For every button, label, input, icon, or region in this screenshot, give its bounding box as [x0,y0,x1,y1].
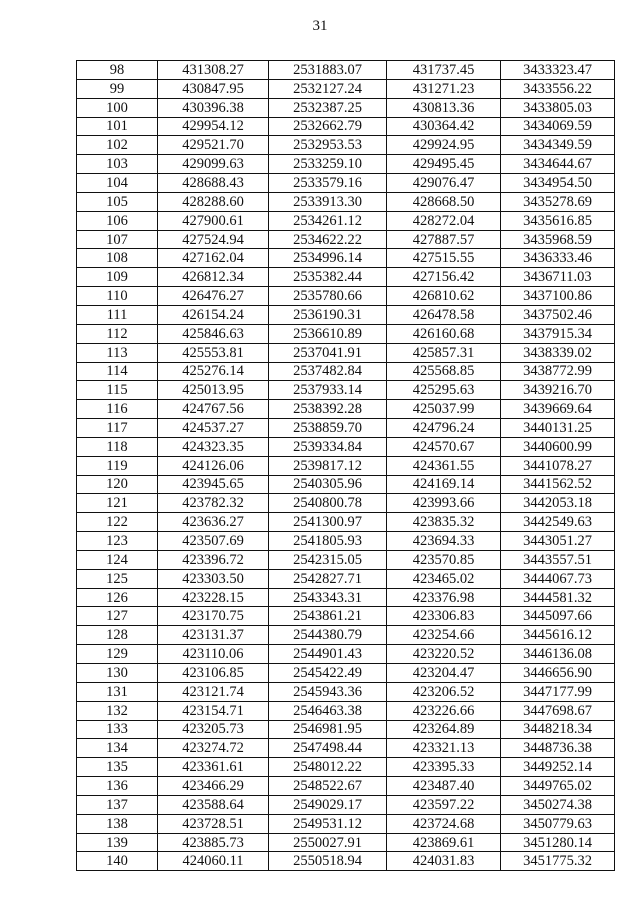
point-number-cell: 112 [77,324,158,343]
y-coordinate-2-cell: 3443557.51 [501,550,615,569]
x-coordinate-1-cell: 423782.32 [158,494,269,513]
point-number-cell: 116 [77,400,158,419]
x-coordinate-2-cell: 425037.99 [387,400,501,419]
y-coordinate-1-cell: 2542315.05 [269,550,387,569]
point-number-cell: 105 [77,192,158,211]
x-coordinate-1-cell: 429521.70 [158,136,269,155]
x-coordinate-2-cell: 426478.58 [387,305,501,324]
x-coordinate-1-cell: 423205.73 [158,720,269,739]
y-coordinate-2-cell: 3439669.64 [501,400,615,419]
x-coordinate-1-cell: 423636.27 [158,513,269,532]
point-number-cell: 136 [77,777,158,796]
table-row [77,588,615,607]
x-coordinate-2-cell: 424361.55 [387,456,501,475]
y-coordinate-2-cell: 3447698.67 [501,701,615,720]
y-coordinate-1-cell: 2543861.21 [269,607,387,626]
y-coordinate-1-cell: 2533913.30 [269,192,387,211]
table-row [77,117,615,136]
x-coordinate-2-cell: 423570.85 [387,550,501,569]
point-number-cell: 107 [77,230,158,249]
x-coordinate-2-cell: 423395.33 [387,758,501,777]
y-coordinate-1-cell: 2537482.84 [269,362,387,381]
y-coordinate-2-cell: 3440131.25 [501,419,615,438]
x-coordinate-2-cell: 423597.22 [387,795,501,814]
point-number-cell: 106 [77,211,158,230]
x-coordinate-2-cell: 430813.36 [387,98,501,117]
x-coordinate-2-cell: 429076.47 [387,174,501,193]
point-number-cell: 139 [77,833,158,852]
point-number-cell: 119 [77,456,158,475]
point-number-cell: 99 [77,79,158,98]
point-number-cell: 131 [77,682,158,701]
x-coordinate-1-cell: 431308.27 [158,61,269,80]
point-number-cell: 109 [77,268,158,287]
point-number-cell: 137 [77,795,158,814]
x-coordinate-2-cell: 426810.62 [387,287,501,306]
table-row [77,852,615,871]
point-number-cell: 124 [77,550,158,569]
x-coordinate-2-cell: 430364.42 [387,117,501,136]
table-row [77,569,615,588]
table-row [77,795,615,814]
y-coordinate-2-cell: 3437100.86 [501,287,615,306]
x-coordinate-2-cell: 423306.83 [387,607,501,626]
y-coordinate-2-cell: 3434069.59 [501,117,615,136]
x-coordinate-2-cell: 423204.47 [387,664,501,683]
x-coordinate-1-cell: 423170.75 [158,607,269,626]
table-row [77,626,615,645]
y-coordinate-1-cell: 2543343.31 [269,588,387,607]
x-coordinate-1-cell: 426154.24 [158,305,269,324]
x-coordinate-1-cell: 427524.94 [158,230,269,249]
y-coordinate-2-cell: 3433556.22 [501,79,615,98]
table-row [77,475,615,494]
point-number-cell: 130 [77,664,158,683]
x-coordinate-1-cell: 423396.72 [158,550,269,569]
x-coordinate-1-cell: 426476.27 [158,287,269,306]
page-number: 31 [312,18,328,34]
table-row [77,607,615,626]
x-coordinate-1-cell: 423885.73 [158,833,269,852]
point-number-cell: 135 [77,758,158,777]
y-coordinate-2-cell: 3444581.32 [501,588,615,607]
y-coordinate-1-cell: 2541300.97 [269,513,387,532]
point-number-cell: 125 [77,569,158,588]
table-row [77,833,615,852]
x-coordinate-1-cell: 427162.04 [158,249,269,268]
x-coordinate-1-cell: 423106.85 [158,664,269,683]
x-coordinate-1-cell: 423588.64 [158,795,269,814]
y-coordinate-2-cell: 3436333.46 [501,249,615,268]
y-coordinate-2-cell: 3435616.85 [501,211,615,230]
y-coordinate-2-cell: 3448736.38 [501,739,615,758]
x-coordinate-2-cell: 426160.68 [387,324,501,343]
table-row [77,79,615,98]
table-row [77,494,615,513]
x-coordinate-2-cell: 428668.50 [387,192,501,211]
y-coordinate-2-cell: 3443051.27 [501,532,615,551]
y-coordinate-1-cell: 2532662.79 [269,117,387,136]
x-coordinate-1-cell: 423121.74 [158,682,269,701]
x-coordinate-2-cell: 423869.61 [387,833,501,852]
y-coordinate-1-cell: 2547498.44 [269,739,387,758]
y-coordinate-1-cell: 2533259.10 [269,155,387,174]
table-row [77,777,615,796]
y-coordinate-2-cell: 3440600.99 [501,437,615,456]
y-coordinate-1-cell: 2539334.84 [269,437,387,456]
y-coordinate-1-cell: 2538392.28 [269,400,387,419]
x-coordinate-1-cell: 425846.63 [158,324,269,343]
table-row [77,758,615,777]
table-row [77,814,615,833]
table-row [77,400,615,419]
x-coordinate-2-cell: 427887.57 [387,230,501,249]
y-coordinate-2-cell: 3433805.03 [501,98,615,117]
x-coordinate-2-cell: 425857.31 [387,343,501,362]
x-coordinate-1-cell: 425013.95 [158,381,269,400]
y-coordinate-1-cell: 2537933.14 [269,381,387,400]
point-number-cell: 101 [77,117,158,136]
x-coordinate-2-cell: 423226.66 [387,701,501,720]
y-coordinate-1-cell: 2534261.12 [269,211,387,230]
y-coordinate-1-cell: 2535382.44 [269,268,387,287]
x-coordinate-2-cell: 423724.68 [387,814,501,833]
point-number-cell: 108 [77,249,158,268]
point-number-cell: 121 [77,494,158,513]
y-coordinate-2-cell: 3449765.02 [501,777,615,796]
table-row [77,136,615,155]
y-coordinate-2-cell: 3436711.03 [501,268,615,287]
x-coordinate-1-cell: 425553.81 [158,343,269,362]
y-coordinate-1-cell: 2544901.43 [269,645,387,664]
x-coordinate-2-cell: 429924.95 [387,136,501,155]
x-coordinate-1-cell: 423303.50 [158,569,269,588]
y-coordinate-1-cell: 2537041.91 [269,343,387,362]
table-row [77,268,615,287]
x-coordinate-1-cell: 430396.38 [158,98,269,117]
table-row [77,664,615,683]
x-coordinate-2-cell: 425295.63 [387,381,501,400]
x-coordinate-2-cell: 428272.04 [387,211,501,230]
y-coordinate-2-cell: 3451280.14 [501,833,615,852]
x-coordinate-2-cell: 423465.02 [387,569,501,588]
y-coordinate-2-cell: 3439216.70 [501,381,615,400]
y-coordinate-2-cell: 3438772.99 [501,362,615,381]
x-coordinate-1-cell: 423274.72 [158,739,269,758]
point-number-cell: 127 [77,607,158,626]
y-coordinate-1-cell: 2548012.22 [269,758,387,777]
x-coordinate-2-cell: 423993.66 [387,494,501,513]
y-coordinate-1-cell: 2532127.24 [269,79,387,98]
x-coordinate-1-cell: 428688.43 [158,174,269,193]
y-coordinate-1-cell: 2539817.12 [269,456,387,475]
x-coordinate-2-cell: 425568.85 [387,362,501,381]
y-coordinate-2-cell: 3442053.18 [501,494,615,513]
x-coordinate-2-cell: 423835.32 [387,513,501,532]
table-row [77,739,615,758]
x-coordinate-1-cell: 426812.34 [158,268,269,287]
x-coordinate-1-cell: 424323.35 [158,437,269,456]
x-coordinate-2-cell: 423376.98 [387,588,501,607]
y-coordinate-2-cell: 3446136.08 [501,645,615,664]
y-coordinate-1-cell: 2546981.95 [269,720,387,739]
y-coordinate-1-cell: 2550518.94 [269,852,387,871]
x-coordinate-1-cell: 423507.69 [158,532,269,551]
point-number-cell: 98 [77,61,158,80]
y-coordinate-1-cell: 2532953.53 [269,136,387,155]
point-number-cell: 113 [77,343,158,362]
y-coordinate-1-cell: 2532387.25 [269,98,387,117]
x-coordinate-1-cell: 428288.60 [158,192,269,211]
x-coordinate-1-cell: 427900.61 [158,211,269,230]
x-coordinate-2-cell: 431271.23 [387,79,501,98]
y-coordinate-1-cell: 2549029.17 [269,795,387,814]
point-number-cell: 111 [77,305,158,324]
y-coordinate-2-cell: 3450779.63 [501,814,615,833]
y-coordinate-1-cell: 2545422.49 [269,664,387,683]
y-coordinate-1-cell: 2546463.38 [269,701,387,720]
y-coordinate-2-cell: 3437915.34 [501,324,615,343]
y-coordinate-2-cell: 3449252.14 [501,758,615,777]
y-coordinate-1-cell: 2545943.36 [269,682,387,701]
coordinate-table [76,60,615,871]
x-coordinate-2-cell: 423206.52 [387,682,501,701]
point-number-cell: 122 [77,513,158,532]
x-coordinate-2-cell: 427156.42 [387,268,501,287]
table-row [77,437,615,456]
x-coordinate-2-cell: 427515.55 [387,249,501,268]
point-number-cell: 118 [77,437,158,456]
table-row [77,230,615,249]
y-coordinate-1-cell: 2536610.89 [269,324,387,343]
point-number-cell: 128 [77,626,158,645]
y-coordinate-2-cell: 3438339.02 [501,343,615,362]
table-row [77,192,615,211]
x-coordinate-1-cell: 429099.63 [158,155,269,174]
table-row [77,419,615,438]
y-coordinate-2-cell: 3444067.73 [501,569,615,588]
x-coordinate-1-cell: 423154.71 [158,701,269,720]
point-number-cell: 102 [77,136,158,155]
x-coordinate-2-cell: 423254.66 [387,626,501,645]
y-coordinate-2-cell: 3435968.59 [501,230,615,249]
x-coordinate-2-cell: 431737.45 [387,61,501,80]
point-number-cell: 103 [77,155,158,174]
point-number-cell: 133 [77,720,158,739]
y-coordinate-1-cell: 2534622.22 [269,230,387,249]
x-coordinate-1-cell: 430847.95 [158,79,269,98]
table-row [77,701,615,720]
y-coordinate-2-cell: 3435278.69 [501,192,615,211]
point-number-cell: 140 [77,852,158,871]
x-coordinate-2-cell: 424570.67 [387,437,501,456]
table-row [77,720,615,739]
table-row [77,61,615,80]
table-row [77,550,615,569]
x-coordinate-1-cell: 425276.14 [158,362,269,381]
table-row [77,98,615,117]
table-row [77,343,615,362]
x-coordinate-2-cell: 424031.83 [387,852,501,871]
table-row [77,155,615,174]
point-number-cell: 126 [77,588,158,607]
y-coordinate-1-cell: 2544380.79 [269,626,387,645]
y-coordinate-1-cell: 2540305.96 [269,475,387,494]
y-coordinate-1-cell: 2542827.71 [269,569,387,588]
x-coordinate-2-cell: 429495.45 [387,155,501,174]
y-coordinate-1-cell: 2538859.70 [269,419,387,438]
x-coordinate-2-cell: 424796.24 [387,419,501,438]
y-coordinate-2-cell: 3447177.99 [501,682,615,701]
table-row [77,249,615,268]
point-number-cell: 100 [77,98,158,117]
point-number-cell: 114 [77,362,158,381]
x-coordinate-1-cell: 423945.65 [158,475,269,494]
table-row [77,682,615,701]
x-coordinate-2-cell: 423694.33 [387,532,501,551]
y-coordinate-2-cell: 3446656.90 [501,664,615,683]
x-coordinate-1-cell: 424767.56 [158,400,269,419]
table-row [77,456,615,475]
x-coordinate-2-cell: 424169.14 [387,475,501,494]
y-coordinate-2-cell: 3451775.32 [501,852,615,871]
y-coordinate-1-cell: 2540800.78 [269,494,387,513]
x-coordinate-1-cell: 424126.06 [158,456,269,475]
y-coordinate-1-cell: 2548522.67 [269,777,387,796]
x-coordinate-1-cell: 429954.12 [158,117,269,136]
y-coordinate-2-cell: 3434644.67 [501,155,615,174]
y-coordinate-1-cell: 2531883.07 [269,61,387,80]
y-coordinate-1-cell: 2550027.91 [269,833,387,852]
table-row [77,381,615,400]
x-coordinate-1-cell: 424537.27 [158,419,269,438]
y-coordinate-2-cell: 3442549.63 [501,513,615,532]
y-coordinate-2-cell: 3441078.27 [501,456,615,475]
table-row [77,174,615,193]
x-coordinate-2-cell: 423264.89 [387,720,501,739]
x-coordinate-2-cell: 423321.13 [387,739,501,758]
table-row [77,532,615,551]
y-coordinate-2-cell: 3448218.34 [501,720,615,739]
x-coordinate-1-cell: 423131.37 [158,626,269,645]
table-row [77,645,615,664]
x-coordinate-1-cell: 423361.61 [158,758,269,777]
x-coordinate-1-cell: 423228.15 [158,588,269,607]
table-row [77,287,615,306]
y-coordinate-2-cell: 3450274.38 [501,795,615,814]
y-coordinate-2-cell: 3441562.52 [501,475,615,494]
table-row [77,324,615,343]
point-number-cell: 104 [77,174,158,193]
y-coordinate-2-cell: 3445616.12 [501,626,615,645]
y-coordinate-1-cell: 2535780.66 [269,287,387,306]
table-row [77,211,615,230]
x-coordinate-2-cell: 423487.40 [387,777,501,796]
y-coordinate-1-cell: 2533579.16 [269,174,387,193]
table-row [77,513,615,532]
point-number-cell: 129 [77,645,158,664]
y-coordinate-2-cell: 3433323.47 [501,61,615,80]
point-number-cell: 134 [77,739,158,758]
point-number-cell: 117 [77,419,158,438]
table-row [77,305,615,324]
point-number-cell: 110 [77,287,158,306]
y-coordinate-2-cell: 3434954.50 [501,174,615,193]
point-number-cell: 123 [77,532,158,551]
y-coordinate-1-cell: 2536190.31 [269,305,387,324]
x-coordinate-1-cell: 424060.11 [158,852,269,871]
y-coordinate-2-cell: 3437502.46 [501,305,615,324]
x-coordinate-1-cell: 423110.06 [158,645,269,664]
y-coordinate-1-cell: 2534996.14 [269,249,387,268]
point-number-cell: 120 [77,475,158,494]
point-number-cell: 115 [77,381,158,400]
point-number-cell: 132 [77,701,158,720]
x-coordinate-1-cell: 423466.29 [158,777,269,796]
table-row [77,362,615,381]
x-coordinate-1-cell: 423728.51 [158,814,269,833]
y-coordinate-1-cell: 2549531.12 [269,814,387,833]
coordinate-table-body [77,61,615,871]
y-coordinate-1-cell: 2541805.93 [269,532,387,551]
point-number-cell: 138 [77,814,158,833]
y-coordinate-2-cell: 3445097.66 [501,607,615,626]
y-coordinate-2-cell: 3434349.59 [501,136,615,155]
x-coordinate-2-cell: 423220.52 [387,645,501,664]
